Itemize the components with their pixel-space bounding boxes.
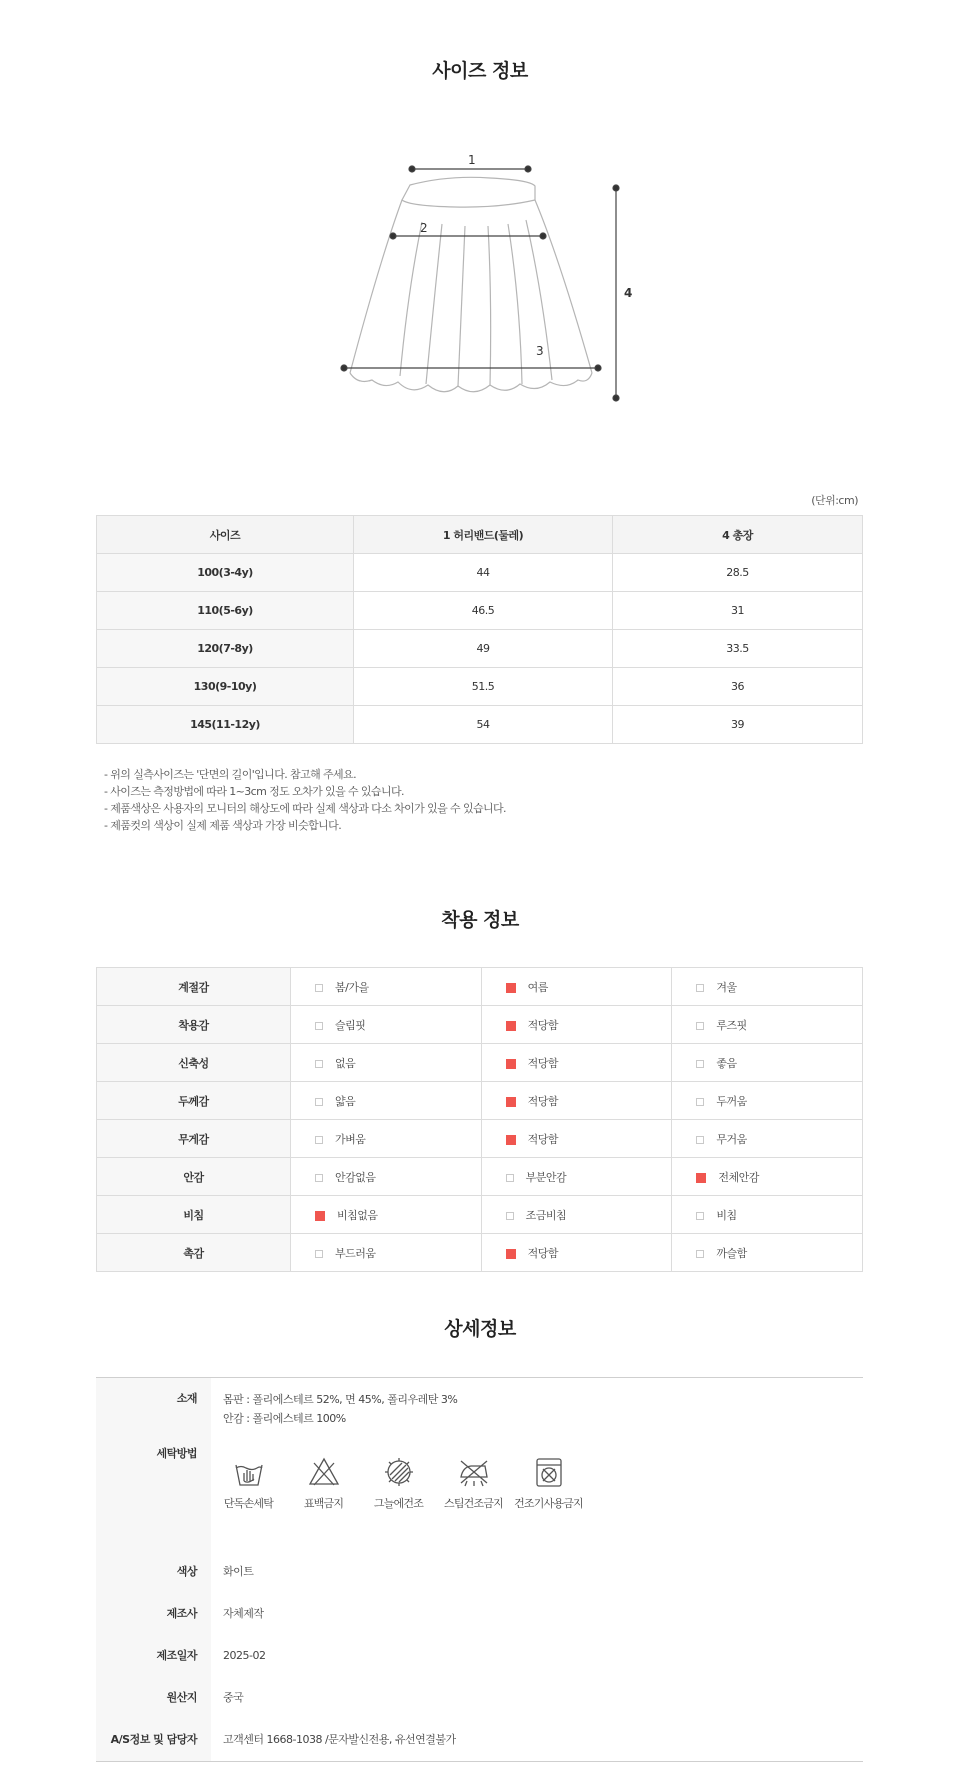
detail-row — [96, 1593, 863, 1635]
fit-option-label: 여름 — [527, 980, 548, 994]
table-row — [97, 668, 863, 706]
size-notes — [104, 766, 506, 834]
no-steam-iron-icon — [457, 1455, 491, 1489]
shade-dry-icon — [382, 1455, 416, 1489]
fit-option-label: 전체안감 — [718, 1170, 759, 1184]
size-cell: 120(7-8y) — [97, 630, 354, 668]
note-line: - 제품컷의 색상이 실제 제품 색상과 가장 비슷합니다. — [104, 819, 342, 832]
checked-box-icon — [506, 1059, 516, 1069]
note-line: - 위의 실측사이즈는 '단면의 길이'입니다. 참고해 주세요. — [104, 768, 356, 781]
table-row — [97, 1006, 863, 1044]
wash-icons — [211, 1433, 586, 1551]
detail-row — [96, 1719, 863, 1761]
fit-option — [291, 1120, 482, 1158]
care-label: 단독손세탁 — [223, 1497, 274, 1510]
table-row — [97, 1158, 863, 1196]
detail-row — [96, 1635, 863, 1677]
fit-category: 비침 — [97, 1196, 291, 1234]
table-row — [97, 1196, 863, 1234]
fit-option — [291, 1196, 482, 1234]
unchecked-box-icon — [696, 1060, 704, 1068]
detail-value: 중국 — [223, 1691, 244, 1704]
material-values — [211, 1390, 457, 1433]
material-line: 안감 : 폴리에스테르 100% — [223, 1412, 346, 1425]
fit-option-label: 루즈핏 — [716, 1018, 747, 1032]
unchecked-box-icon — [315, 1136, 323, 1144]
no-tumble-dry-icon — [532, 1455, 566, 1489]
fit-option — [672, 1196, 863, 1234]
fit-option — [481, 1234, 672, 1272]
fit-option — [672, 1234, 863, 1272]
fit-option-label: 슬림핏 — [335, 1018, 366, 1032]
checked-box-icon — [315, 1211, 325, 1221]
unchecked-box-icon — [315, 1060, 323, 1068]
material-label: 소재 — [96, 1378, 211, 1433]
diagram-label-4: 4 — [624, 286, 633, 300]
fit-option — [672, 968, 863, 1006]
fit-option-label: 부분안감 — [525, 1170, 567, 1184]
waist-cell: 51.5 — [354, 668, 613, 706]
fit-option — [481, 968, 672, 1006]
care-item — [511, 1455, 586, 1551]
detail-row-wash — [96, 1433, 863, 1551]
fit-option-label: 적당함 — [527, 1094, 559, 1108]
fit-category: 두께감 — [97, 1082, 291, 1120]
unchecked-box-icon — [696, 1022, 704, 1030]
unchecked-box-icon — [696, 1136, 704, 1144]
fit-option-label: 없음 — [335, 1056, 356, 1070]
checked-box-icon — [506, 983, 516, 993]
fit-option — [291, 1082, 482, 1120]
detail-row-material — [96, 1378, 863, 1433]
detail-value: 고객센터 1668-1038 /문자발신전용, 유선연결불가 — [223, 1733, 456, 1746]
fit-option — [481, 1082, 672, 1120]
unit-label: (단위:cm) — [811, 494, 858, 507]
skirt-size-diagram — [330, 140, 633, 410]
size-table-header — [97, 516, 863, 554]
care-item — [361, 1455, 436, 1551]
fit-category: 무게감 — [97, 1120, 291, 1158]
unchecked-box-icon — [315, 1022, 323, 1030]
waist-cell: 54 — [354, 706, 613, 744]
size-info-title: 사이즈 정보 — [432, 60, 528, 82]
fit-option-label: 적당함 — [527, 1132, 559, 1146]
checked-box-icon — [506, 1135, 516, 1145]
waist-cell: 46.5 — [354, 592, 613, 630]
note-line: - 사이즈는 측정방법에 따라 1~3cm 정도 오차가 있을 수 있습니다. — [104, 785, 404, 798]
fit-option — [672, 1044, 863, 1082]
detail-value: 자체제작 — [223, 1607, 264, 1620]
fit-option — [672, 1120, 863, 1158]
checked-box-icon — [696, 1173, 706, 1183]
care-label: 그늘에건조 — [373, 1497, 424, 1510]
header-size: 사이즈 — [97, 516, 354, 554]
care-label: 표백금지 — [303, 1497, 344, 1510]
material-line: 몸판 : 폴리에스테르 52%, 면 45%, 폴리우레탄 3% — [223, 1393, 458, 1406]
unchecked-box-icon — [315, 1174, 323, 1182]
size-cell: 130(9-10y) — [97, 668, 354, 706]
detail-label: 원산지 — [96, 1677, 211, 1719]
fit-info-title: 착용 정보 — [441, 909, 519, 931]
fit-table — [96, 967, 863, 1272]
fit-option-label: 봄/가을 — [335, 980, 369, 994]
detail-label: 색상 — [96, 1551, 211, 1593]
fit-option — [481, 1120, 672, 1158]
header-length: 4 총장 — [613, 516, 863, 554]
unchecked-box-icon — [315, 1098, 323, 1106]
fit-option-label: 가벼움 — [335, 1132, 366, 1146]
table-row — [97, 630, 863, 668]
unchecked-box-icon — [696, 1212, 704, 1220]
fit-option-label: 무거움 — [716, 1132, 747, 1146]
fit-category: 신축성 — [97, 1044, 291, 1082]
fit-option — [481, 1044, 672, 1082]
care-label: 스팀건조금지 — [444, 1497, 503, 1510]
fit-option-label: 비침 — [716, 1208, 737, 1222]
length-cell: 36 — [613, 668, 863, 706]
checked-box-icon — [506, 1021, 516, 1031]
fit-option-label: 적당함 — [527, 1056, 559, 1070]
fit-option-label: 좋음 — [716, 1056, 737, 1070]
fit-option — [291, 1234, 482, 1272]
fit-option — [672, 1082, 863, 1120]
fit-option — [291, 968, 482, 1006]
waist-cell: 49 — [354, 630, 613, 668]
fit-option-label: 부드러움 — [335, 1246, 376, 1260]
fit-option — [672, 1158, 863, 1196]
detail-label: A/S정보 및 담당자 — [96, 1719, 211, 1761]
table-row — [97, 1082, 863, 1120]
detail-table — [96, 1377, 863, 1762]
fit-option — [291, 1158, 482, 1196]
diagram-label-2: 2 — [420, 221, 428, 235]
detail-value: 2025-02 — [223, 1649, 266, 1662]
table-row — [97, 554, 863, 592]
fit-option — [481, 1006, 672, 1044]
size-table — [96, 515, 863, 744]
care-item — [211, 1455, 286, 1551]
unchecked-box-icon — [315, 1250, 323, 1258]
table-row — [97, 706, 863, 744]
wash-label: 세탁방법 — [96, 1433, 211, 1551]
table-row — [97, 592, 863, 630]
checked-box-icon — [506, 1249, 516, 1259]
size-cell: 145(11-12y) — [97, 706, 354, 744]
table-row — [97, 1120, 863, 1158]
fit-option — [291, 1006, 482, 1044]
fit-option-label: 얇음 — [335, 1094, 356, 1108]
fit-option-label: 두꺼움 — [716, 1094, 747, 1108]
length-cell: 33.5 — [613, 630, 863, 668]
table-row — [97, 1044, 863, 1082]
unchecked-box-icon — [696, 984, 704, 992]
detail-row — [96, 1677, 863, 1719]
hand-wash-icon — [232, 1455, 266, 1489]
detail-info-title: 상세정보 — [444, 1318, 516, 1340]
care-item — [436, 1455, 511, 1551]
checked-box-icon — [506, 1097, 516, 1107]
detail-label: 제조일자 — [96, 1635, 211, 1677]
fit-option-label: 조금비침 — [525, 1208, 567, 1222]
detail-row — [96, 1551, 863, 1593]
care-item — [286, 1455, 361, 1551]
fit-category: 계절감 — [97, 968, 291, 1006]
fit-category: 착용감 — [97, 1006, 291, 1044]
note-line: - 제품색상은 사용자의 모니터의 해상도에 따라 실제 색상과 다소 차이가 있을 수 있습니다. — [104, 802, 506, 815]
unchecked-box-icon — [506, 1212, 514, 1220]
unchecked-box-icon — [696, 1098, 704, 1106]
table-row — [97, 1234, 863, 1272]
fit-option-label: 겨울 — [716, 980, 737, 994]
length-cell: 31 — [613, 592, 863, 630]
size-cell: 100(3-4y) — [97, 554, 354, 592]
fit-option — [291, 1044, 482, 1082]
unchecked-box-icon — [315, 984, 323, 992]
detail-value: 화이트 — [223, 1565, 254, 1578]
length-cell: 28.5 — [613, 554, 863, 592]
size-cell: 110(5-6y) — [97, 592, 354, 630]
fit-option — [481, 1158, 672, 1196]
fit-option-label: 적당함 — [527, 1246, 559, 1260]
detail-label: 제조사 — [96, 1593, 211, 1635]
unchecked-box-icon — [696, 1250, 704, 1258]
unchecked-box-icon — [506, 1174, 514, 1182]
fit-option — [672, 1006, 863, 1044]
diagram-label-1: 1 — [468, 153, 476, 167]
waist-cell: 44 — [354, 554, 613, 592]
fit-option-label: 까슬함 — [716, 1246, 747, 1260]
fit-category: 안감 — [97, 1158, 291, 1196]
header-waist: 1 허리밴드(둘레) — [354, 516, 613, 554]
diagram-label-3: 3 — [536, 344, 544, 358]
no-bleach-icon — [307, 1455, 341, 1489]
fit-category: 촉감 — [97, 1234, 291, 1272]
table-row — [97, 968, 863, 1006]
fit-option-label: 비침없음 — [337, 1208, 378, 1222]
fit-option-label: 안감없음 — [335, 1170, 376, 1184]
care-label: 건조기사용금지 — [514, 1497, 583, 1510]
fit-option-label: 적당함 — [527, 1018, 559, 1032]
fit-option — [481, 1196, 672, 1234]
length-cell: 39 — [613, 706, 863, 744]
